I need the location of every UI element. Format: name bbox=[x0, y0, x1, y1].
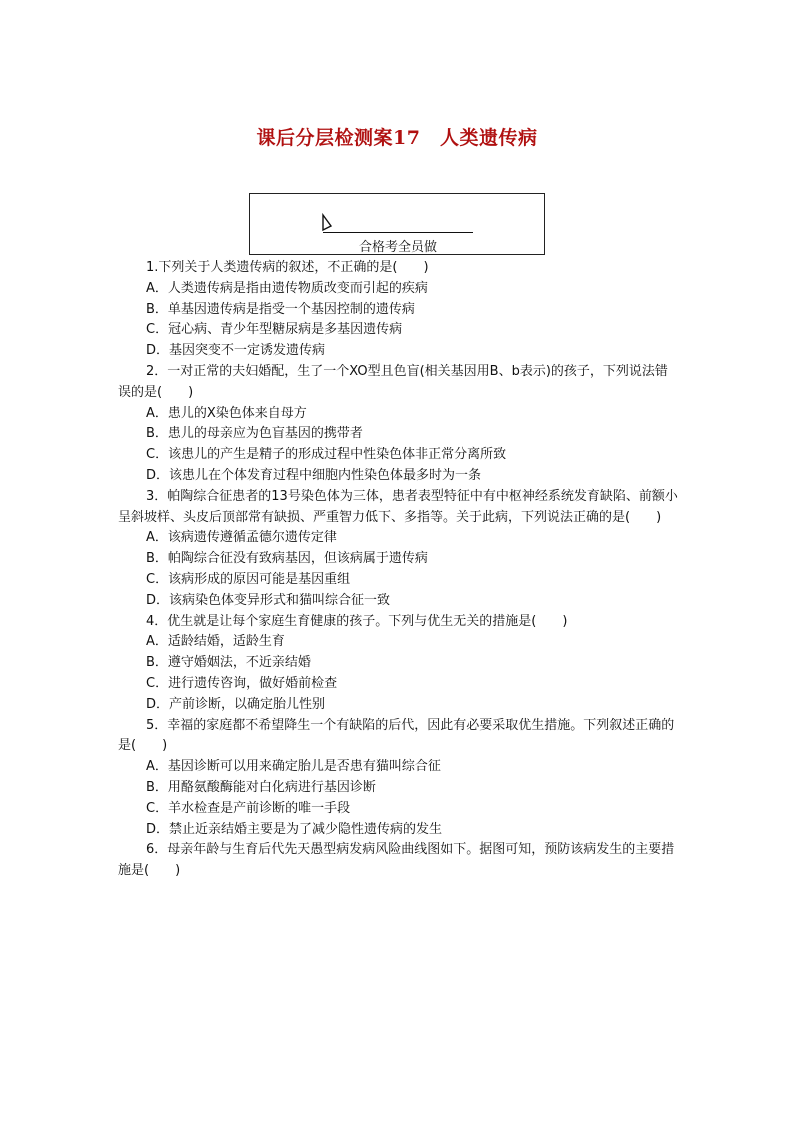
question-block bbox=[118, 487, 680, 612]
answer-option: D．禁止近亲结婚主要是为了减少隐性遗传病的发生 bbox=[146, 821, 443, 837]
answer-option: C．冠心病、青少年型糖尿病是多基因遗传病 bbox=[146, 322, 403, 338]
question-stem: 1.下列关于人类遗传病的叙述，不正确的是( ) bbox=[146, 260, 429, 275]
answer-option: D．该病染色体变异形式和猫叫综合征一致 bbox=[146, 592, 391, 608]
question-stem: 6．母亲年龄与生育后代先天愚型病发病风险曲线图如下。据图可知，预防该病发生的主要措施是( ) bbox=[118, 842, 675, 879]
question-block bbox=[118, 716, 680, 841]
answer-option: C．该患儿的产生是精子的形成过程中性染色体非正常分离所致 bbox=[146, 447, 507, 463]
answer-option: B．遵守婚姻法，不近亲结婚 bbox=[146, 655, 311, 671]
answer-option: B．用酪氨酸酶能对白化病进行基因诊断 bbox=[146, 779, 376, 795]
answer-option: C．该病形成的原因可能是基因重组 bbox=[146, 571, 351, 587]
answer-option: C．羊水检查是产前诊断的唯一手段 bbox=[146, 800, 351, 816]
question-block bbox=[118, 612, 680, 716]
flag-icon bbox=[320, 212, 336, 232]
question-stem: 5．幸福的家庭都不希望降生一个有缺陷的后代，因此有必要采取优生措施。下列叙述正确的是( ) bbox=[118, 717, 675, 754]
answer-option: A．人类遗传病是指由遗传物质改变而引起的疾病 bbox=[146, 280, 428, 296]
answer-option: D．产前诊断，以确定胎儿性别 bbox=[146, 696, 326, 712]
answer-option: B．帕陶综合征没有致病基因，但该病属于遗传病 bbox=[146, 551, 428, 567]
answer-option: B．单基因遗传病是指受一个基因控制的遗传病 bbox=[146, 301, 415, 317]
answer-option: C．进行遗传咨询，做好婚前检查 bbox=[146, 675, 338, 691]
question-list bbox=[118, 258, 680, 882]
answer-option: D．该患儿在个体发育过程中细胞内性染色体最多时为一条 bbox=[146, 467, 482, 483]
question-block bbox=[118, 840, 680, 882]
question-stem: 4．优生就是让每个家庭生育健康的孩子。下列与优生无关的措施是( ) bbox=[146, 613, 568, 629]
answer-option: B．患儿的母亲应为色盲基因的携带者 bbox=[146, 426, 363, 442]
answer-option: A．该病遗传遵循孟德尔遗传定律 bbox=[146, 530, 337, 546]
page-title: 课后分层检测案17 人类遗传病 bbox=[256, 127, 538, 149]
level-badge bbox=[249, 193, 545, 255]
answer-option: A．患儿的X染色体来自母方 bbox=[146, 405, 307, 421]
badge-underline bbox=[323, 232, 473, 233]
question-block bbox=[118, 258, 680, 362]
badge-label: 合格考全员做 bbox=[358, 240, 437, 255]
answer-option: D．基因突变不一定诱发遗传病 bbox=[146, 343, 326, 359]
answer-option: A．基因诊断可以用来确定胎儿是否患有猫叫综合征 bbox=[146, 759, 441, 775]
answer-option: A．适龄结婚，适龄生育 bbox=[146, 634, 285, 650]
question-stem: 3．帕陶综合征患者的13号染色体为三体，患者表型特征中有中枢神经系统发育缺陷、前额小呈斜坡样、头皮后顶部常有缺损、严重智力低下、多指等。关于此病，下列说法正确的是( ) bbox=[118, 488, 678, 525]
question-stem: 2．一对正常的夫妇婚配，生了一个XO型且色盲(相关基因用B、b表示)的孩子，下列说法错误的是( ) bbox=[118, 363, 668, 400]
question-block bbox=[118, 362, 680, 487]
